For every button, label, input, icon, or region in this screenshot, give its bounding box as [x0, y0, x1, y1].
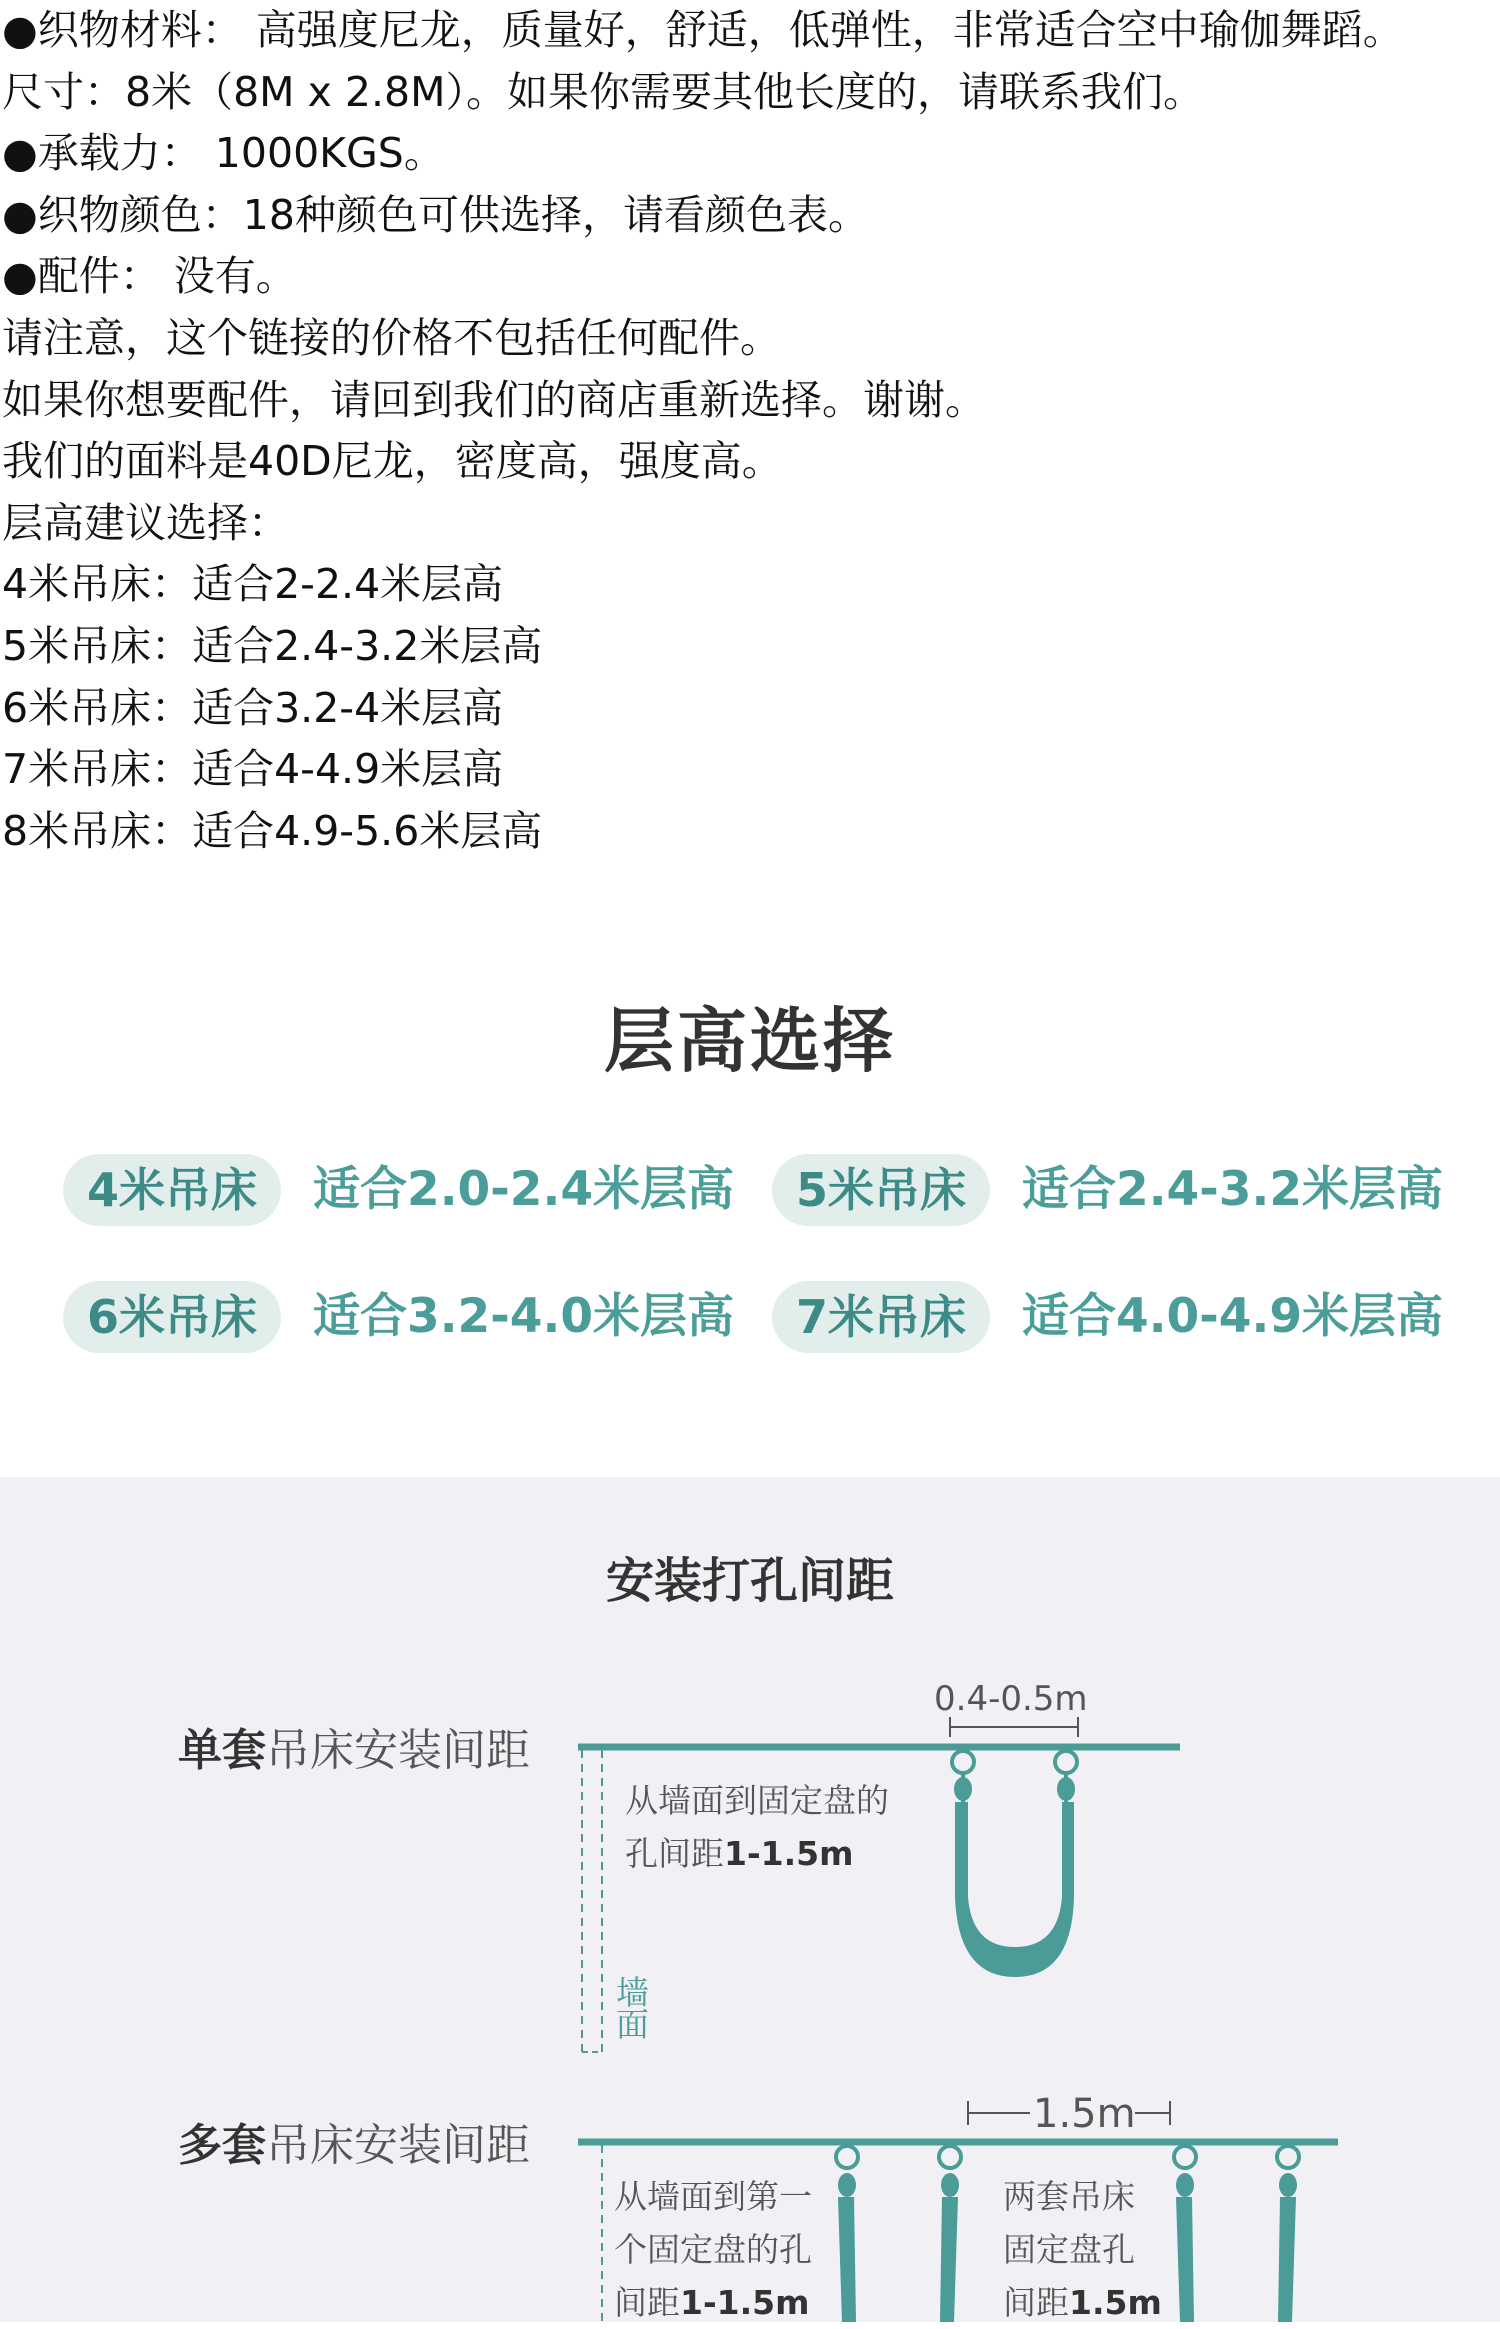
hammock-sling	[940, 2197, 958, 2322]
ring-hook	[836, 2146, 858, 2168]
hammock-size-chip: 7米吊床	[772, 1281, 990, 1353]
single-set-diagram	[578, 1717, 1180, 2052]
ring-hook	[1277, 2146, 1299, 2168]
spec-line: ●配件： 没有。	[2, 252, 297, 301]
ceiling-section-title: 层高选择	[604, 1000, 896, 1082]
ring-hook	[952, 1751, 974, 1773]
spec-line: ●织物颜色：18种颜色可供选择，请看颜色表。	[2, 190, 869, 239]
spec-line: 7米吊床：适合4-4.9米层高	[2, 745, 504, 794]
ceiling-fit-text: 适合2.4-3.2米层高	[1022, 1162, 1444, 1217]
ring-hook	[939, 2146, 961, 2168]
hammock-sling	[955, 1802, 1074, 1977]
spec-line: 如果你想要配件，请回到我们的商店重新选择。谢谢。	[2, 375, 986, 424]
spec-line: 尺寸：8米（8M x 2.8M）。如果你需要其他长度的，请联系我们。	[2, 67, 1204, 116]
single-wall-note: 从墙面到固定盘的 孔间距1-1.5m	[625, 1781, 889, 1873]
hammock-size-chip: 6米吊床	[63, 1281, 281, 1353]
ceiling-fit-text: 适合2.0-2.4米层高	[313, 1162, 735, 1217]
hammock-sling	[1278, 2197, 1296, 2322]
multi-between-note: 两套吊床 固定盘孔 间距1.5m	[1003, 2177, 1162, 2322]
hammock-sling	[838, 2197, 856, 2322]
install-section-title: 安装打孔间距	[605, 1553, 894, 1609]
install-spacing-section	[0, 1477, 1500, 2322]
single-set-label: 单套吊床安装间距	[178, 1725, 530, 1776]
spec-line: 4米吊床：适合2-2.4米层高	[2, 560, 504, 609]
multi-wall-note: 从墙面到第一 个固定盘的孔 间距1-1.5m	[614, 2177, 812, 2322]
spec-text-block	[0, 0, 1500, 862]
ceiling-fit-text: 适合4.0-4.9米层高	[1022, 1289, 1444, 1344]
ring-hook	[1055, 1751, 1077, 1773]
spec-line: 层高建议选择：	[2, 498, 289, 547]
spec-line: ●承载力： 1000KGS。	[2, 129, 445, 178]
spec-line: 请注意，这个链接的价格不包括任何配件。	[2, 313, 781, 362]
hammock-size-chip: 5米吊床	[772, 1154, 990, 1226]
ceiling-fit-text: 适合3.2-4.0米层高	[313, 1289, 735, 1344]
spec-line: 8米吊床：适合4.9-5.6米层高	[2, 806, 543, 855]
ring-hook	[1174, 2146, 1196, 2168]
spec-line: ●织物材料： 高强度尼龙，质量好，舒适，低弹性，非常适合空中瑜伽舞蹈。	[2, 6, 1404, 54]
spec-line: 6米吊床：适合3.2-4米层高	[2, 683, 504, 732]
spec-line: 5米吊床：适合2.4-3.2米层高	[2, 621, 543, 670]
spec-line: 我们的面料是40D尼龙，密度高，强度高。	[2, 437, 783, 486]
hammock-sling	[1176, 2197, 1194, 2322]
single-spacing-value: 0.4-0.5m	[934, 1679, 1088, 1719]
hammock-size-chip: 4米吊床	[63, 1154, 281, 1226]
multi-spacing-value: 1.5m	[1033, 2091, 1136, 2137]
wall-label: 墙 面	[616, 1973, 649, 2044]
multi-set-label: 多套吊床安装间距	[178, 2120, 530, 2171]
